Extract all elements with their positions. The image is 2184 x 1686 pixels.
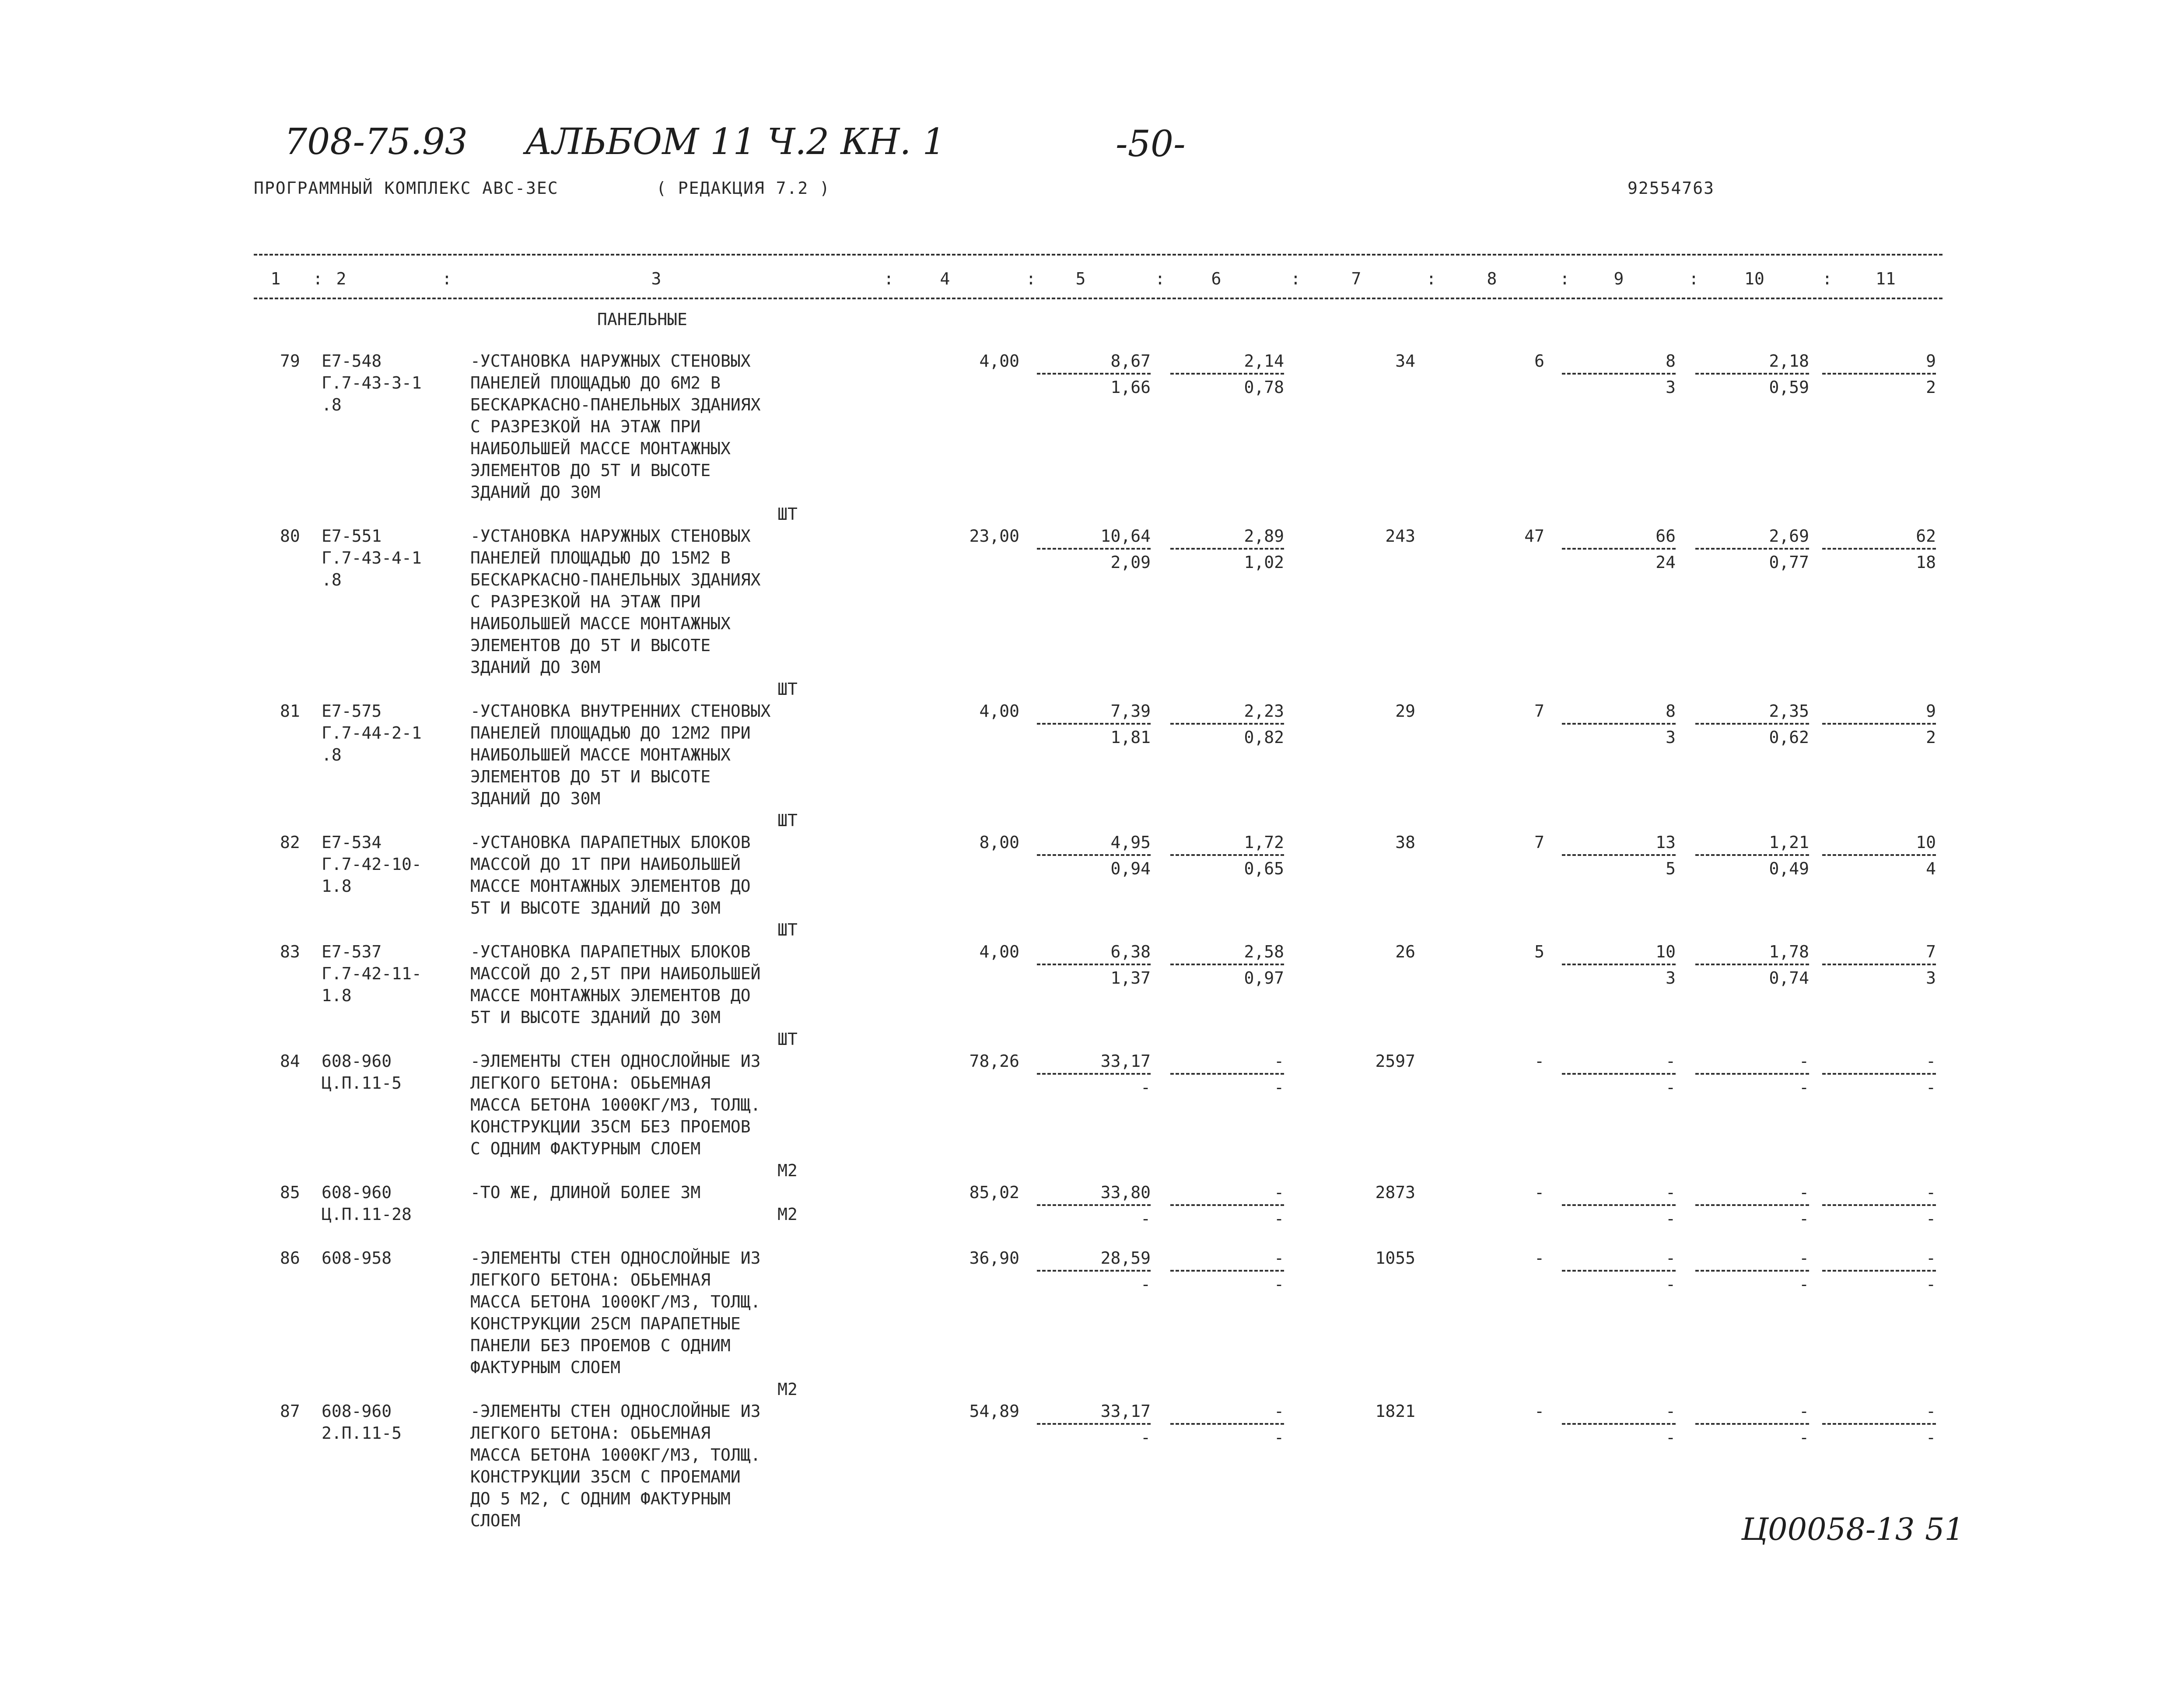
row-code: Ц.П.11-28 — [322, 1205, 412, 1224]
row-description: -ЭЛЕМЕНТЫ СТЕН ОДНОСЛОЙНЫЕ ИЗ — [470, 1052, 761, 1071]
fraction-divider — [1170, 1270, 1284, 1272]
row-value-c9-bottom: 5 — [1666, 859, 1676, 878]
row-value-c9-bottom: 3 — [1666, 378, 1676, 397]
row-description: БЕСКАРКАСНО-ПАНЕЛЬНЫХ ЗДАНИЯХ — [470, 570, 761, 589]
row-value-c6-bottom: - — [1274, 1209, 1284, 1228]
row-value-c6-top: - — [1274, 1052, 1284, 1071]
row-value-c8: - — [1534, 1248, 1544, 1268]
row-code: Е7-548 — [322, 351, 382, 371]
fraction-divider — [1695, 1423, 1809, 1425]
fraction-divider — [1822, 723, 1936, 725]
row-value-c4: 85,02 — [969, 1183, 1019, 1202]
row-value-c6-bottom: - — [1274, 1275, 1284, 1294]
fraction-divider — [1170, 373, 1284, 375]
row-value-c4: 4,00 — [979, 351, 1019, 371]
handwritten-stamp: Ц00058-13 — [1741, 1511, 1915, 1547]
row-value-c11-bottom: 18 — [1916, 553, 1936, 572]
row-value-c5-bottom: - — [1141, 1428, 1151, 1447]
row-value-c6-bottom: 0,65 — [1244, 859, 1284, 878]
column-header-10: 10 — [1744, 269, 1764, 288]
row-value-c4: 23,00 — [969, 526, 1019, 546]
fraction-divider — [1170, 548, 1284, 550]
row-value-c7: 2873 — [1375, 1183, 1415, 1202]
row-code: 1.8 — [322, 986, 352, 1005]
row-unit: М2 — [777, 1205, 798, 1224]
row-value-c6-top: 2,14 — [1244, 351, 1284, 371]
fraction-divider — [1562, 854, 1676, 856]
row-unit: ШТ — [777, 811, 798, 830]
row-value-c11-bottom: 3 — [1926, 968, 1936, 988]
row-value-c11-top: 7 — [1926, 942, 1936, 961]
fraction-divider — [1562, 723, 1676, 725]
row-code: .8 — [322, 570, 342, 589]
row-description: МАССЕ МОНТАЖНЫХ ЭЛЕМЕНТОВ ДО — [470, 876, 751, 896]
column-separator: : — [1560, 269, 1570, 288]
row-description: КОНСТРУКЦИИ 35СМ БЕЗ ПРОЕМОВ — [470, 1117, 751, 1136]
row-number: 86 — [280, 1248, 300, 1268]
column-header-6: 6 — [1211, 269, 1222, 288]
fraction-divider — [1695, 1073, 1809, 1075]
row-value-c6-top: - — [1274, 1248, 1284, 1268]
row-value-c5-bottom: - — [1141, 1078, 1151, 1097]
row-value-c8: - — [1534, 1183, 1544, 1202]
row-value-c10-top: 2,35 — [1769, 701, 1809, 721]
row-value-c11-top: 10 — [1916, 833, 1936, 852]
row-value-c7: 2597 — [1375, 1052, 1415, 1071]
header-rule-bottom — [254, 298, 1942, 299]
row-value-c8: 5 — [1534, 942, 1544, 961]
row-value-c5-bottom: 0,94 — [1110, 859, 1151, 878]
row-value-c9-bottom: - — [1666, 1078, 1676, 1097]
row-value-c5-top: 28,59 — [1100, 1248, 1151, 1268]
row-code: 608-960 — [322, 1402, 392, 1421]
row-value-c11-top: - — [1926, 1052, 1936, 1071]
fraction-divider — [1562, 1270, 1676, 1272]
fraction-divider — [1695, 964, 1809, 965]
row-value-c6-top: 2,89 — [1244, 526, 1284, 546]
column-separator: : — [1155, 269, 1165, 288]
row-description: НАИБОЛЬШЕЙ МАССЕ МОНТАЖНЫХ — [470, 439, 731, 458]
column-separator: : — [313, 269, 323, 288]
row-value-c10-top: - — [1799, 1248, 1809, 1268]
row-value-c5-top: 6,38 — [1110, 942, 1151, 961]
row-value-c9-bottom: - — [1666, 1428, 1676, 1447]
row-value-c5-top: 7,39 — [1110, 701, 1151, 721]
column-separator: : — [1426, 269, 1436, 288]
fraction-divider — [1037, 548, 1151, 550]
fraction-divider — [1695, 723, 1809, 725]
row-description: ЛЕГКОГО БЕТОНА: ОБЬЕМНАЯ — [470, 1423, 711, 1443]
row-value-c5-top: 33,80 — [1100, 1183, 1151, 1202]
handwritten-code: 708-75.93 — [284, 121, 468, 163]
fraction-divider — [1822, 1204, 1936, 1206]
row-code: Е7-551 — [322, 526, 382, 546]
column-header-8: 8 — [1487, 269, 1497, 288]
row-value-c11-bottom: - — [1926, 1209, 1936, 1228]
row-description: -УСТАНОВКА ПАРАПЕТНЫХ БЛОКОВ — [470, 833, 751, 852]
row-value-c6-bottom: 1,02 — [1244, 553, 1284, 572]
row-description: -ТО ЖЕ, ДЛИНОЙ БОЛЕЕ 3М — [470, 1183, 701, 1202]
row-value-c5-bottom: 1,81 — [1110, 728, 1151, 747]
row-number: 80 — [280, 526, 300, 546]
row-value-c10-top: 2,18 — [1769, 351, 1809, 371]
row-value-c5-top: 10,64 — [1100, 526, 1151, 546]
row-value-c11-top: 62 — [1916, 526, 1936, 546]
row-number: 82 — [280, 833, 300, 852]
row-value-c6-top: 2,23 — [1244, 701, 1284, 721]
row-value-c9-top: - — [1666, 1248, 1676, 1268]
row-description: ПАНЕЛЕЙ ПЛОЩАДЬЮ ДО 6М2 В — [470, 373, 721, 393]
row-value-c9-top: 8 — [1666, 351, 1676, 371]
row-description: ЗДАНИЙ ДО 30М — [470, 483, 601, 502]
row-value-c10-top: - — [1799, 1052, 1809, 1071]
fraction-divider — [1170, 1073, 1284, 1075]
row-code: 2.П.11-5 — [322, 1423, 402, 1443]
row-description: ЭЛЕМЕНТОВ ДО 5Т И ВЫСОТЕ — [470, 767, 711, 786]
fraction-divider — [1562, 373, 1676, 375]
row-value-c5-bottom: - — [1141, 1209, 1151, 1228]
row-value-c8: 6 — [1534, 351, 1544, 371]
row-unit: ШТ — [777, 920, 798, 939]
fraction-divider — [1562, 1423, 1676, 1425]
fraction-divider — [1695, 1204, 1809, 1206]
fraction-divider — [1037, 1270, 1151, 1272]
column-separator: : — [884, 269, 894, 288]
fraction-divider — [1822, 1073, 1936, 1075]
row-value-c10-bottom: - — [1799, 1428, 1809, 1447]
row-description: ЛЕГКОГО БЕТОНА: ОБЬЕМНАЯ — [470, 1270, 711, 1290]
row-value-c4: 4,00 — [979, 701, 1019, 721]
row-code: 1.8 — [322, 876, 352, 896]
fraction-divider — [1037, 1073, 1151, 1075]
row-unit: ШТ — [777, 505, 798, 524]
header-rule-top — [254, 254, 1942, 256]
row-value-c11-bottom: - — [1926, 1428, 1936, 1447]
row-description: НАИБОЛЬШЕЙ МАССЕ МОНТАЖНЫХ — [470, 614, 731, 633]
fraction-divider — [1037, 964, 1151, 965]
row-description: МАССА БЕТОНА 1000КГ/М3, ТОЛЩ. — [470, 1445, 761, 1465]
fraction-divider — [1170, 1423, 1284, 1425]
row-value-c9-top: 10 — [1656, 942, 1676, 961]
row-value-c7: 243 — [1385, 526, 1415, 546]
row-description: ЗДАНИЙ ДО 30М — [470, 658, 601, 677]
document-number: 92554763 — [1628, 179, 1715, 198]
row-value-c7: 38 — [1395, 833, 1415, 852]
row-value-c11-top: - — [1926, 1183, 1936, 1202]
row-value-c10-top: 1,78 — [1769, 942, 1809, 961]
column-separator: : — [442, 269, 452, 288]
row-description: -ЭЛЕМЕНТЫ СТЕН ОДНОСЛОЙНЫЕ ИЗ — [470, 1402, 761, 1421]
row-value-c11-bottom: 2 — [1926, 378, 1936, 397]
row-value-c7: 26 — [1395, 942, 1415, 961]
row-description: -ЭЛЕМЕНТЫ СТЕН ОДНОСЛОЙНЫЕ ИЗ — [470, 1248, 761, 1268]
fraction-divider — [1695, 1270, 1809, 1272]
row-description: ДО 5 М2, С ОДНИМ ФАКТУРНЫМ — [470, 1489, 731, 1508]
fraction-divider — [1562, 1073, 1676, 1075]
row-number: 85 — [280, 1183, 300, 1202]
fraction-divider — [1170, 854, 1284, 856]
row-value-c6-top: 1,72 — [1244, 833, 1284, 852]
row-description: -УСТАНОВКА НАРУЖНЫХ СТЕНОВЫХ — [470, 351, 751, 371]
row-description: МАССА БЕТОНА 1000КГ/М3, ТОЛЩ. — [470, 1095, 761, 1115]
row-value-c8: - — [1534, 1052, 1544, 1071]
fraction-divider — [1170, 964, 1284, 965]
row-value-c6-bottom: 0,78 — [1244, 378, 1284, 397]
program-title: ПРОГРАММНЫЙ КОМПЛЕКС АВС-3ЕС — [254, 179, 559, 198]
fraction-divider — [1037, 723, 1151, 725]
row-description: С РАЗРЕЗКОЙ НА ЭТАЖ ПРИ — [470, 417, 701, 436]
row-description: 5Т И ВЫСОТЕ ЗДАНИЙ ДО 30М — [470, 1008, 721, 1027]
row-value-c6-top: - — [1274, 1402, 1284, 1421]
row-description: С РАЗРЕЗКОЙ НА ЭТАЖ ПРИ — [470, 592, 701, 611]
fraction-divider — [1695, 373, 1809, 375]
row-value-c6-top: 2,58 — [1244, 942, 1284, 961]
column-header-3: 3 — [651, 269, 662, 288]
fraction-divider — [1695, 854, 1809, 856]
row-value-c10-bottom: 0,62 — [1769, 728, 1809, 747]
row-value-c11-bottom: 2 — [1926, 728, 1936, 747]
row-number: 83 — [280, 942, 300, 961]
row-value-c9-top: 13 — [1656, 833, 1676, 852]
row-value-c9-bottom: 3 — [1666, 728, 1676, 747]
row-code: Г.7-43-4-1 — [322, 548, 422, 568]
row-value-c6-bottom: 0,97 — [1244, 968, 1284, 988]
row-code: Г.7-42-10- — [322, 855, 422, 874]
fraction-divider — [1562, 548, 1676, 550]
edition-label: ( РЕДАКЦИЯ 7.2 ) — [656, 179, 831, 198]
row-code: Е7-537 — [322, 942, 382, 961]
row-value-c11-top: 9 — [1926, 701, 1936, 721]
row-description: ПАНЕЛИ БЕЗ ПРОЕМОВ С ОДНИМ — [470, 1336, 731, 1355]
row-value-c8: 7 — [1534, 701, 1544, 721]
row-value-c6-bottom: - — [1274, 1078, 1284, 1097]
fraction-divider — [1822, 854, 1936, 856]
row-unit: М2 — [777, 1161, 798, 1180]
column-header-2: 2 — [336, 269, 346, 288]
row-value-c5-top: 8,67 — [1110, 351, 1151, 371]
row-description: МАССЕ МОНТАЖНЫХ ЭЛЕМЕНТОВ ДО — [470, 986, 751, 1005]
row-description: КОНСТРУКЦИИ 35СМ С ПРОЕМАМИ — [470, 1467, 741, 1486]
column-separator: : — [1291, 269, 1301, 288]
column-header-7: 7 — [1351, 269, 1362, 288]
handwritten-album: АЛЬБОМ 11 Ч.2 КН. 1 — [525, 121, 945, 163]
row-value-c11-top: - — [1926, 1248, 1936, 1268]
row-value-c8: 7 — [1534, 833, 1544, 852]
row-value-c9-top: 8 — [1666, 701, 1676, 721]
fraction-divider — [1037, 854, 1151, 856]
row-value-c4: 8,00 — [979, 833, 1019, 852]
row-description: МАССОЙ ДО 1Т ПРИ НАИБОЛЬШЕЙ — [470, 855, 741, 874]
row-value-c4: 54,89 — [969, 1402, 1019, 1421]
row-value-c4: 36,90 — [969, 1248, 1019, 1268]
row-description: ПАНЕЛЕЙ ПЛОЩАДЬЮ ДО 15М2 В — [470, 548, 731, 568]
row-code: 608-960 — [322, 1183, 392, 1202]
fraction-divider — [1822, 373, 1936, 375]
row-value-c10-bottom: 0,77 — [1769, 553, 1809, 572]
row-value-c10-top: - — [1799, 1402, 1809, 1421]
row-value-c4: 78,26 — [969, 1052, 1019, 1071]
row-description: БЕСКАРКАСНО-ПАНЕЛЬНЫХ ЗДАНИЯХ — [470, 395, 761, 414]
row-value-c10-bottom: - — [1799, 1078, 1809, 1097]
row-description: КОНСТРУКЦИИ 25СМ ПАРАПЕТНЫЕ — [470, 1314, 741, 1333]
fraction-divider — [1695, 548, 1809, 550]
fraction-divider — [1562, 1204, 1676, 1206]
row-code: Ц.П.11-5 — [322, 1073, 402, 1093]
row-value-c10-top: 2,69 — [1769, 526, 1809, 546]
row-value-c10-bottom: - — [1799, 1209, 1809, 1228]
fraction-divider — [1037, 373, 1151, 375]
row-unit: ШТ — [777, 680, 798, 699]
row-number: 79 — [280, 351, 300, 371]
row-value-c10-bottom: 0,49 — [1769, 859, 1809, 878]
row-description: МАССА БЕТОНА 1000КГ/М3, ТОЛЩ. — [470, 1292, 761, 1311]
column-header-4: 4 — [940, 269, 950, 288]
fraction-divider — [1037, 1204, 1151, 1206]
row-value-c11-bottom: - — [1926, 1275, 1936, 1294]
row-unit: М2 — [777, 1380, 798, 1399]
row-code: Е7-534 — [322, 833, 382, 852]
row-code: .8 — [322, 745, 342, 764]
column-header-9: 9 — [1614, 269, 1624, 288]
row-value-c10-bottom: 0,74 — [1769, 968, 1809, 988]
fraction-divider — [1822, 548, 1936, 550]
row-code: Е7-575 — [322, 701, 382, 721]
column-header-1: 1 — [270, 269, 281, 288]
row-value-c8: 47 — [1524, 526, 1544, 546]
row-value-c4: 4,00 — [979, 942, 1019, 961]
row-code: 608-960 — [322, 1052, 392, 1071]
row-value-c5-bottom: 2,09 — [1110, 553, 1151, 572]
row-description: ФАКТУРНЫМ СЛОЕМ — [470, 1358, 621, 1377]
row-number: 81 — [280, 701, 300, 721]
row-code: 608-958 — [322, 1248, 392, 1268]
row-value-c10-top: 1,21 — [1769, 833, 1809, 852]
column-separator: : — [1822, 269, 1832, 288]
row-code: Г.7-44-2-1 — [322, 723, 422, 743]
row-description: ЗДАНИЙ ДО 30М — [470, 789, 601, 808]
row-description: -УСТАНОВКА НАРУЖНЫХ СТЕНОВЫХ — [470, 526, 751, 546]
row-value-c9-top: - — [1666, 1052, 1676, 1071]
row-value-c9-bottom: - — [1666, 1275, 1676, 1294]
fraction-divider — [1822, 1270, 1936, 1272]
row-value-c5-top: 33,17 — [1100, 1402, 1151, 1421]
row-value-c6-bottom: - — [1274, 1428, 1284, 1447]
row-description: -УСТАНОВКА ВНУТРЕННИХ СТЕНОВЫХ — [470, 701, 771, 721]
row-value-c5-bottom: 1,37 — [1110, 968, 1151, 988]
row-value-c5-top: 4,95 — [1110, 833, 1151, 852]
row-value-c9-bottom: 3 — [1666, 968, 1676, 988]
handwritten-page-number: -50- — [1116, 123, 1186, 165]
row-code: .8 — [322, 395, 342, 414]
fraction-divider — [1562, 964, 1676, 965]
row-value-c11-top: 9 — [1926, 351, 1936, 371]
row-value-c10-bottom: - — [1799, 1275, 1809, 1294]
row-value-c7: 1055 — [1375, 1248, 1415, 1268]
row-value-c7: 34 — [1395, 351, 1415, 371]
row-number: 84 — [280, 1052, 300, 1071]
fraction-divider — [1822, 1423, 1936, 1425]
row-value-c9-bottom: - — [1666, 1209, 1676, 1228]
row-value-c8: - — [1534, 1402, 1544, 1421]
row-description: ЭЛЕМЕНТОВ ДО 5Т И ВЫСОТЕ — [470, 461, 711, 480]
row-value-c6-top: - — [1274, 1183, 1284, 1202]
column-separator: : — [1689, 269, 1699, 288]
row-value-c11-bottom: - — [1926, 1078, 1936, 1097]
row-code: Г.7-42-11- — [322, 964, 422, 983]
row-value-c10-top: - — [1799, 1183, 1809, 1202]
fraction-divider — [1170, 723, 1284, 725]
column-header-row — [254, 268, 1942, 290]
row-description: -УСТАНОВКА ПАРАПЕТНЫХ БЛОКОВ — [470, 942, 751, 961]
row-description: МАССОЙ ДО 2,5Т ПРИ НАИБОЛЬШЕЙ — [470, 964, 761, 983]
fraction-divider — [1037, 1423, 1151, 1425]
row-value-c10-bottom: 0,59 — [1769, 378, 1809, 397]
row-value-c11-top: - — [1926, 1402, 1936, 1421]
handwritten-stamp-page: 51 — [1925, 1511, 1964, 1547]
row-value-c9-top: - — [1666, 1402, 1676, 1421]
row-value-c9-bottom: 24 — [1656, 553, 1676, 572]
row-description: 5Т И ВЫСОТЕ ЗДАНИЙ ДО 30М — [470, 898, 721, 918]
fraction-divider — [1822, 964, 1936, 965]
row-description: СЛОЕМ — [470, 1511, 521, 1530]
row-value-c11-bottom: 4 — [1926, 859, 1936, 878]
row-value-c7: 1821 — [1375, 1402, 1415, 1421]
row-value-c6-bottom: 0,82 — [1244, 728, 1284, 747]
row-description: ПАНЕЛЕЙ ПЛОЩАДЬЮ ДО 12М2 ПРИ — [470, 723, 751, 743]
row-number: 87 — [280, 1402, 300, 1421]
row-description: ЛЕГКОГО БЕТОНА: ОБЬЕМНАЯ — [470, 1073, 711, 1093]
row-description: С ОДНИМ ФАКТУРНЫМ СЛОЕМ — [470, 1139, 701, 1158]
row-value-c9-top: - — [1666, 1183, 1676, 1202]
row-value-c9-top: 66 — [1656, 526, 1676, 546]
fraction-divider — [1170, 1204, 1284, 1206]
section-title: ПАНЕЛЬНЫЕ — [597, 310, 687, 329]
row-description: НАИБОЛЬШЕЙ МАССЕ МОНТАЖНЫХ — [470, 745, 731, 764]
row-value-c5-bottom: 1,66 — [1110, 378, 1151, 397]
row-code: Г.7-43-3-1 — [322, 373, 422, 393]
column-separator: : — [1026, 269, 1036, 288]
column-header-5: 5 — [1075, 269, 1086, 288]
row-description: ЭЛЕМЕНТОВ ДО 5Т И ВЫСОТЕ — [470, 636, 711, 655]
row-unit: ШТ — [777, 1030, 798, 1049]
row-value-c7: 29 — [1395, 701, 1415, 721]
row-value-c5-top: 33,17 — [1100, 1052, 1151, 1071]
row-value-c5-bottom: - — [1141, 1275, 1151, 1294]
column-header-11: 11 — [1876, 269, 1896, 288]
